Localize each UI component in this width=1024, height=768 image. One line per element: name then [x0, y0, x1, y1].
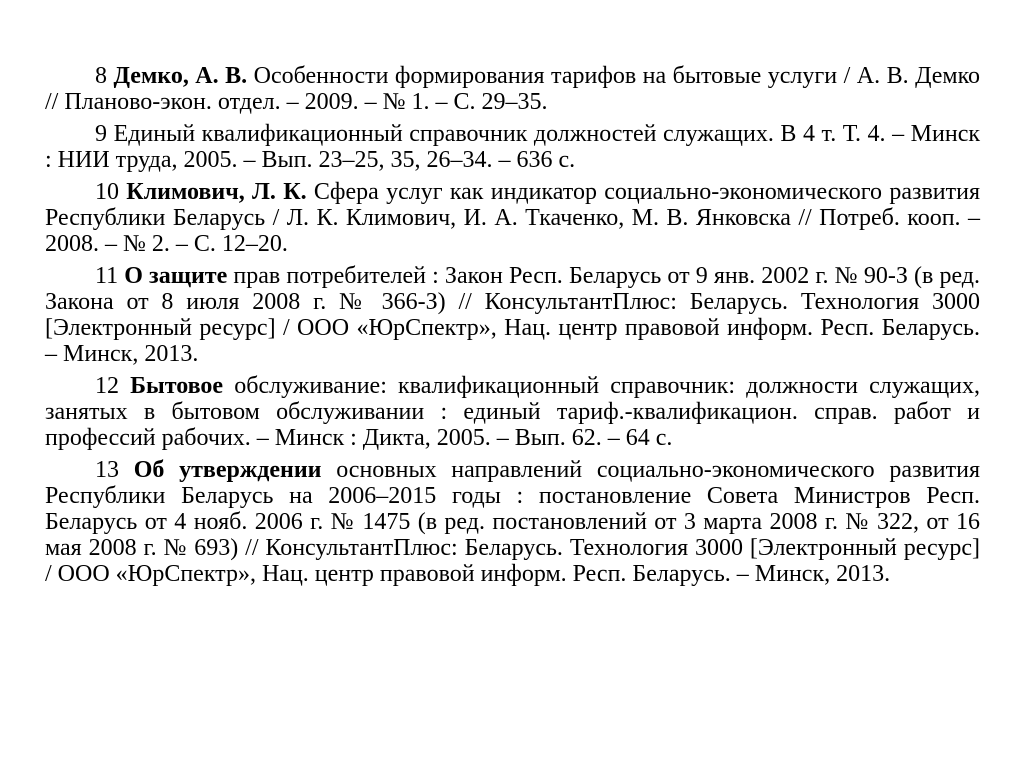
reference-list [45, 63, 980, 593]
reference-item [45, 179, 980, 257]
reference-lead: О защите [124, 263, 228, 289]
reference-item [45, 263, 980, 367]
reference-number: 8 [95, 63, 107, 89]
reference-number: 9 [95, 121, 107, 147]
reference-text: Особенности формирования тарифов на бытовые услуги / А. В. Демко // Планово-экон. отдел. – 2009. – № 1. – С. 29–35. [45, 63, 981, 115]
reference-item [45, 457, 980, 587]
reference-lead: Бытовое [130, 373, 224, 399]
reference-lead: Об утверждении [133, 457, 322, 483]
reference-text: основных направлений социально-экономического развития Республики Беларусь на 2006–2015 годы : постановление Совета Министров Респ. Беларусь от 4 нояб. 2006 г. № 1475 (в ред. постановлений от 3 марта 2008 г. № 322, от 16 мая 2008 г. № 693) // КонсультантПлюс: Беларусь. Технология 3000 [Электронный ресурс] / ООО «ЮрСпектр», Нац. центр правовой информ. Респ. Беларусь. – Минск, 2013. [45, 457, 980, 587]
reference-number: 11 [95, 263, 119, 289]
reference-lead: Климович, Л. К. [126, 179, 307, 205]
reference-number: 13 [95, 457, 119, 483]
reference-text: прав потребителей : Закон Респ. Беларусь от 9 янв. 2002 г. № 90-З (в ред. Закона от 8 июля 2008 г. № 366-З) // КонсультантПлюс: Беларусь. Технология 3000 [Электронный ресурс] / ООО «ЮрСпектр», Нац. центр правовой информ. Респ. Беларусь. – Минск, 2013. [45, 263, 980, 367]
reference-item [45, 373, 980, 451]
reference-item [45, 63, 980, 115]
reference-number: 12 [95, 373, 119, 399]
reference-text: Сфера услуг как индикатор социально-экономического развития Республики Беларусь / Л. К. Климович, И. А. Ткаченко, М. В. Янковска // Потреб. кооп. – 2008. – № 2. – С. 12–20. [45, 179, 981, 257]
reference-number: 10 [95, 179, 119, 205]
reference-text: Единый квалификационный справочник должностей служащих. В 4 т. Т. 4. – Минск : НИИ труда, 2005. – Вып. 23–25, 35, 26–34. – 636 с. [45, 121, 980, 173]
reference-item [45, 121, 980, 173]
reference-text: обслуживание: квалификационный справочник: должности служащих, занятых в бытовом обслуживании : единый тариф.-квалификацион. справ. работ и профессий рабочих. – Минск : Дикта, 2005. – Вып. 62. – 64 с. [45, 373, 981, 451]
reference-lead: Демко, А. В. [113, 63, 248, 89]
